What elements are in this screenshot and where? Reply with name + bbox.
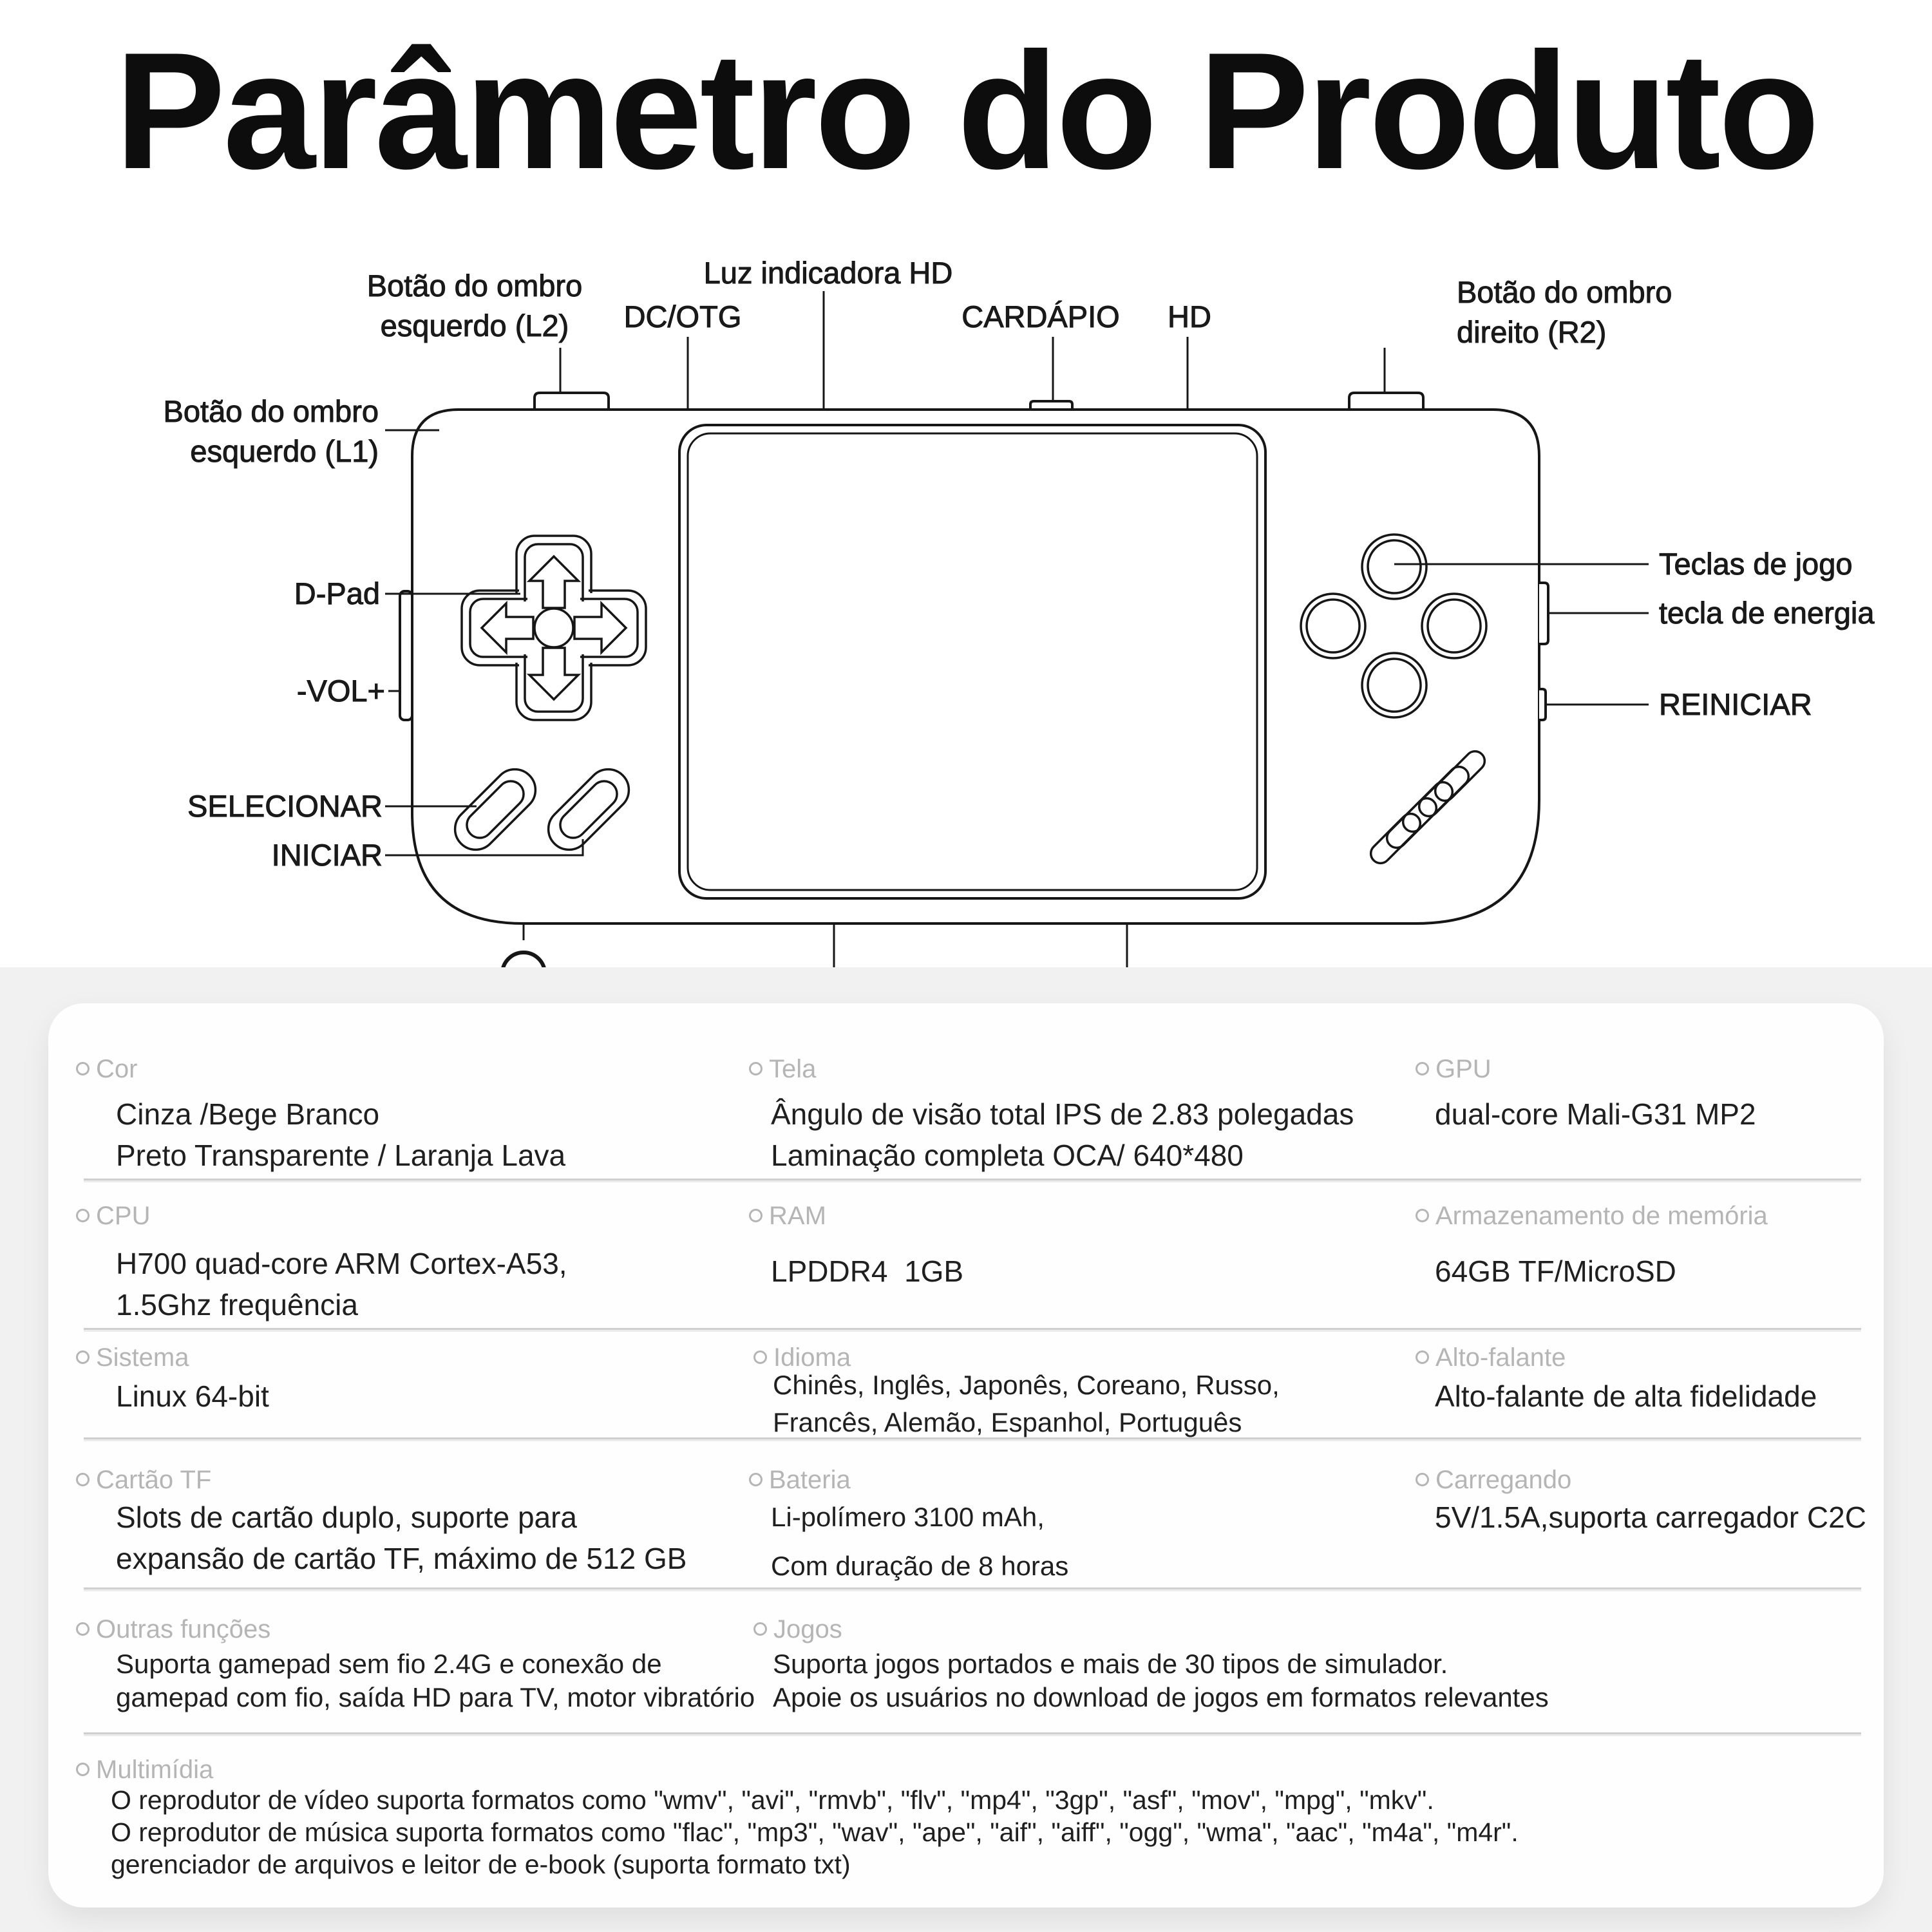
spec-label-cpu: CPU [76, 1202, 150, 1231]
spec-value-tela: Ângulo de visão total IPS de 2.83 polegadas Laminação completa OCA/ 640*480 [771, 1097, 1354, 1172]
label-l1: Botão do ombro [163, 394, 379, 428]
label-cardapio: CARDÁPIO [961, 299, 1120, 334]
spec-label-alto-falante: Alto-falante [1416, 1343, 1566, 1372]
label-hd: HD [1168, 299, 1211, 334]
label-r2: Botão do ombro [1457, 275, 1672, 309]
bullet-circle-icon [1416, 1209, 1429, 1222]
spec-label-multimidia: Multimídia [76, 1756, 213, 1785]
bullet-circle-icon [1416, 1350, 1429, 1364]
row-divider [84, 1437, 1861, 1441]
bullet-circle-icon [76, 1622, 90, 1636]
spec-value-bateria: Li-polímero 3100 mAh, Com duração de 8 horas [771, 1502, 1069, 1581]
bullet-circle-icon [753, 1622, 767, 1636]
label-volume: -VOL+ [296, 674, 385, 708]
bullet-circle-icon [76, 1062, 90, 1075]
l2-shoulder-bump [535, 393, 609, 410]
bullet-circle-icon [749, 1473, 762, 1486]
bullet-circle-icon [749, 1209, 762, 1222]
spec-label-idioma: Idioma [753, 1343, 851, 1372]
spec-value-alto-falante: Alto-falante de alta fidelidade [1435, 1379, 1817, 1413]
label-dc-otg: DC/OTG [623, 299, 742, 334]
bullet-circle-icon [76, 1350, 90, 1364]
spec-label-armazenamento: Armazenamento de memória [1416, 1202, 1768, 1231]
reset-notch [1539, 689, 1546, 720]
bullet-circle-icon [749, 1062, 762, 1075]
spec-label-sistema: Sistema [76, 1343, 189, 1372]
label-l2-line2: esquerdo (L2) [380, 308, 569, 343]
spec-label-ram: RAM [749, 1202, 826, 1231]
spec-value-idioma: Chinês, Inglês, Japonês, Coreano, Russo, Francês, Alemão, Espanhol, Português [773, 1370, 1280, 1437]
label-selecionar: SELECIONAR [187, 789, 383, 823]
bullet-circle-icon [753, 1350, 767, 1364]
spec-label-cartao-tf: Cartão TF [76, 1466, 211, 1495]
spec-label-cor: Cor [76, 1055, 137, 1084]
spec-value-ram: LPDDR4 1GB [771, 1255, 964, 1288]
bullet-circle-icon [76, 1209, 90, 1222]
bullet-circle-icon [76, 1763, 90, 1776]
row-divider [84, 1328, 1861, 1332]
row-divider [84, 1732, 1861, 1736]
spec-label-tela: Tela [749, 1055, 816, 1084]
volume-rocker [400, 591, 412, 720]
spec-label-gpu: GPU [1416, 1055, 1492, 1084]
page-title: Parâmetro do Produto [115, 17, 1817, 204]
label-iniciar: INICIAR [271, 838, 383, 872]
spec-label-carregando: Carregando [1416, 1466, 1571, 1495]
label-d-pad: D-Pad [294, 576, 380, 611]
spec-label-bateria: Bateria [749, 1466, 851, 1495]
bullet-circle-icon [1416, 1473, 1429, 1486]
bullet-circle-icon [76, 1473, 90, 1486]
label-energia: tecla de energia [1659, 596, 1875, 630]
spec-value-cor: Cinza /Bege Branco Preto Transparente / Laranja Lava [116, 1097, 566, 1172]
spec-label-outras-funcoes: Outras funções [76, 1615, 270, 1644]
spec-value-cpu: H700 quad-core ARM Cortex-A53, 1.5Ghz frequência [116, 1247, 567, 1321]
spec-value-multimidia: O reprodutor de vídeo suporta formatos como "wmv", "avi", "rmvb", "flv", "mp4", "3gp", "asf", "mov", "mpg", "mkv". O reprodutor de música suporta formatos como "flac", "mp3", "wav", "ape", "aif", "aiff", "ogg", "wma", "aac", "m4a", "m4r". gerenciador de arquivos e leitor de e-book (suporta formato txt) [111, 1785, 1519, 1879]
specs-card [48, 1003, 1884, 1908]
spec-value-cartao-tf: Slots de cartão duplo, suporte para expansão de cartão TF, máximo de 512 GB [116, 1501, 687, 1575]
label-luz-hd: Luz indicadora HD [703, 256, 953, 290]
row-divider [84, 1179, 1861, 1182]
label-reiniciar: REINICIAR [1659, 687, 1812, 721]
spec-value-gpu: dual-core Mali-G31 MP2 [1435, 1097, 1756, 1131]
label-l1-line2: esquerdo (L1) [190, 434, 379, 468]
spec-value-sistema: Linux 64-bit [116, 1379, 269, 1413]
label-r2-line2: direito (R2) [1457, 315, 1607, 349]
power-key [1539, 583, 1548, 644]
label-l2: Botão do ombro [366, 269, 583, 303]
row-divider [84, 1587, 1861, 1591]
spec-value-outras-funcoes: Suporta gamepad sem fio 2.4G e conexão de gamepad com fio, saída HD para TV, motor vibratório [116, 1649, 755, 1712]
r2-shoulder-bump [1349, 393, 1423, 410]
label-teclas-jogo: Teclas de jogo [1659, 547, 1853, 581]
spec-value-carregando: 5V/1.5A,suporta carregador C2C [1435, 1501, 1866, 1534]
spec-value-armazenamento: 64GB TF/MicroSD [1435, 1255, 1676, 1288]
spec-value-jogos: Suporta jogos portados e mais de 30 tipos de simulador. Apoie os usuários no download de jogos em formatos relevantes [773, 1649, 1549, 1712]
bullet-circle-icon [1416, 1062, 1429, 1075]
spec-label-jogos: Jogos [753, 1615, 842, 1644]
